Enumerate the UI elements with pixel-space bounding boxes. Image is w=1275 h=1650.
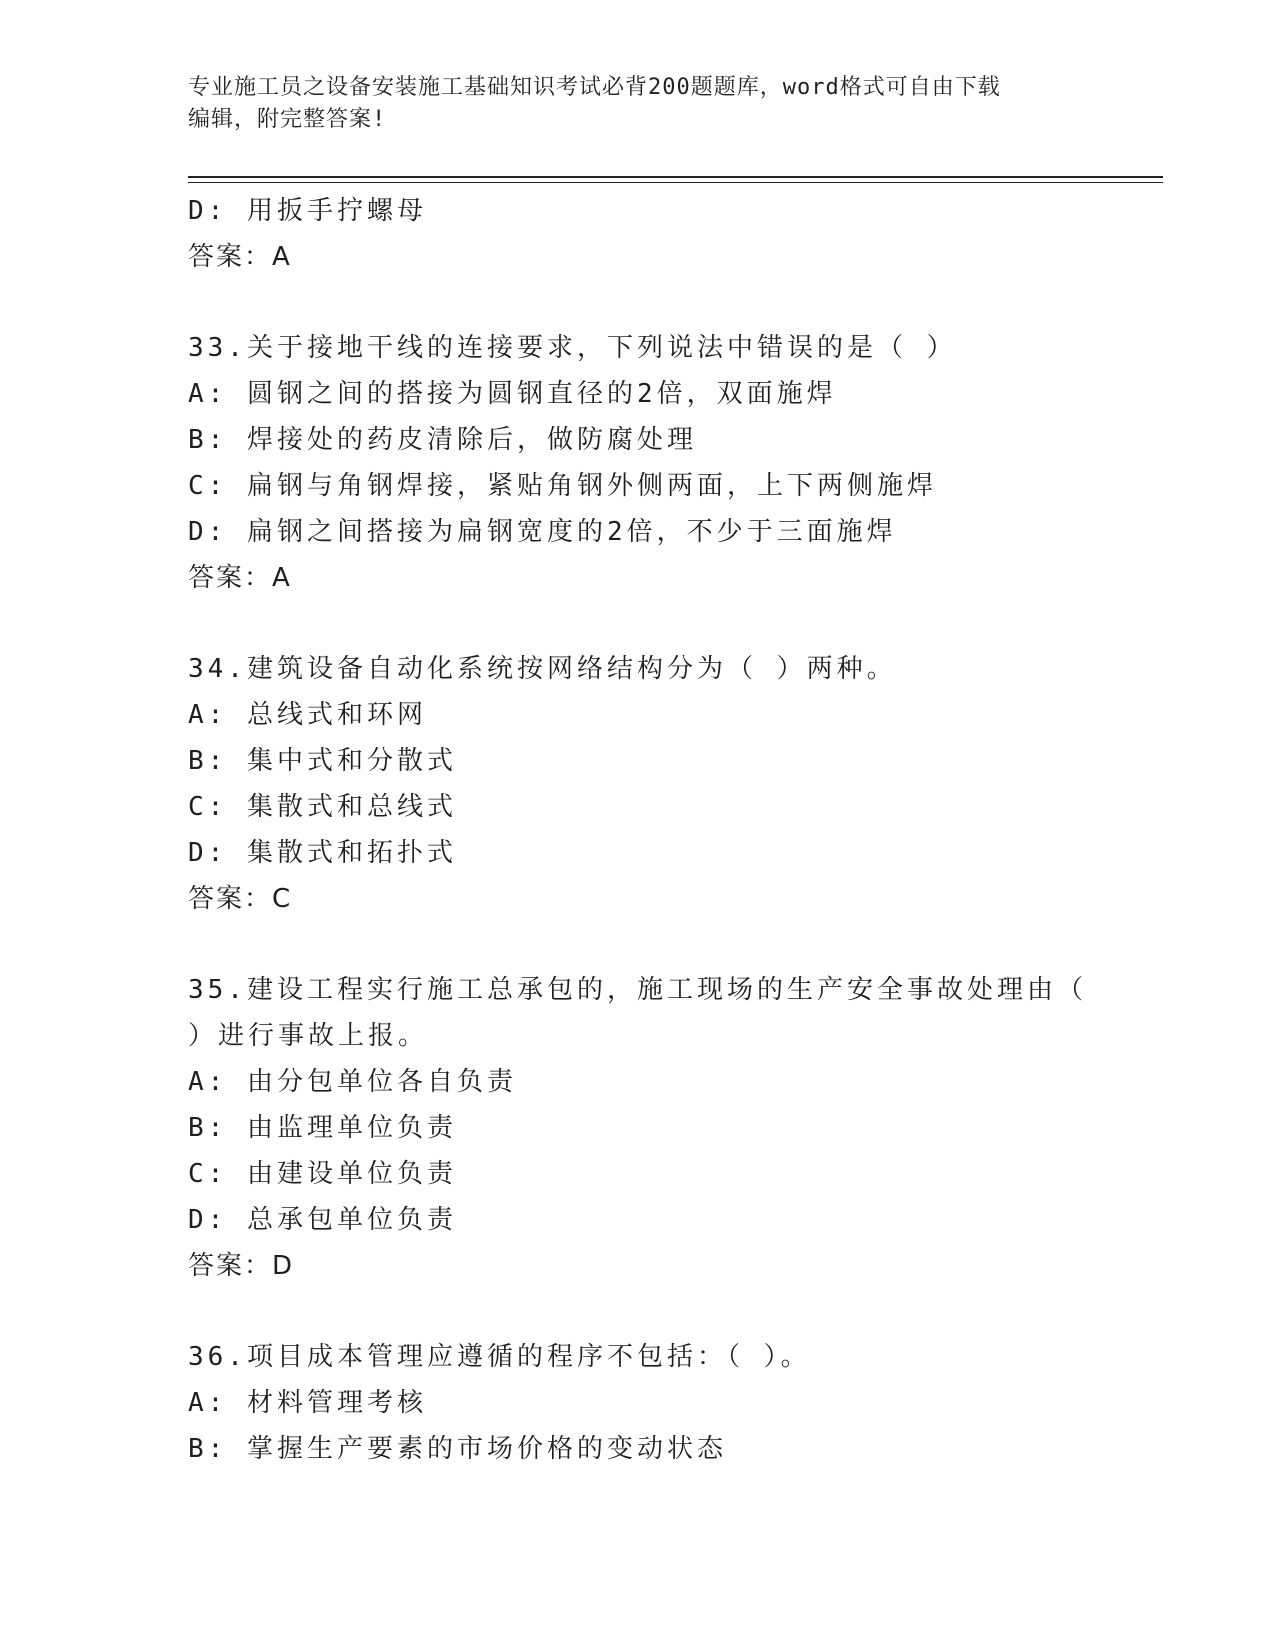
option-a: A: 圆钢之间的搭接为圆钢直径的2倍，双面施焊 (188, 379, 837, 409)
question-stem: 36.项目成本管理应遵循的程序不包括：（ ）。 (188, 1342, 811, 1372)
question-stem-line-1: 35.建设工程实行施工总承包的，施工现场的生产安全事故处理由（ (188, 975, 1087, 1005)
question-stem-line-2: ）进行事故上报。 (188, 1021, 429, 1051)
question-32-tail (188, 188, 1148, 280)
spacer (188, 1289, 1148, 1334)
option-b: B: 集中式和分散式 (188, 746, 457, 776)
question-list (188, 188, 1148, 1472)
option-c: C: 扁钢与角钢焊接，紧贴角钢外侧两面，上下两侧施焊 (188, 471, 937, 501)
question-stem: 34.建筑设备自动化系统按网络结构分为（ ）两种。 (188, 654, 897, 684)
option-d: D: 扁钢之间搭接为扁钢宽度的2倍，不少于三面施焊 (188, 517, 897, 547)
spacer (188, 601, 1148, 646)
question-34 (188, 646, 1148, 922)
option-d: D: 总承包单位负责 (188, 1205, 457, 1235)
question-36 (188, 1334, 1148, 1472)
answer-line: 答案：A (188, 563, 292, 593)
answer-line: 答案：C (188, 884, 293, 914)
answer-line: 答案：A (188, 242, 292, 272)
option-a: A: 由分包单位各自负责 (188, 1067, 517, 1097)
spacer (188, 280, 1148, 325)
header-title-line-2: 编辑，附完整答案! (188, 107, 387, 132)
option-b: B: 掌握生产要素的市场价格的变动状态 (188, 1434, 727, 1464)
option-a: A: 总线式和环网 (188, 700, 427, 730)
answer-line: 答案：D (188, 1251, 295, 1281)
option-b: B: 由监理单位负责 (188, 1113, 457, 1143)
question-33 (188, 325, 1148, 601)
header-divider-thin (188, 182, 1163, 183)
option-c: C: 集散式和总线式 (188, 792, 457, 822)
option-b: B: 焊接处的药皮清除后，做防腐处理 (188, 425, 697, 455)
option-d: D: 集散式和拓扑式 (188, 838, 457, 868)
header-divider-thick (188, 176, 1163, 178)
question-35 (188, 967, 1148, 1289)
header-title-line-1: 专业施工员之设备安装施工基础知识考试必背200题题库，word格式可自由下载 (188, 75, 1001, 100)
document-header (188, 72, 1088, 136)
option-d: D: 用扳手拧螺母 (188, 196, 427, 226)
option-a: A: 材料管理考核 (188, 1388, 427, 1418)
option-c: C: 由建设单位负责 (188, 1159, 457, 1189)
spacer (188, 922, 1148, 967)
question-stem: 33.关于接地干线的连接要求，下列说法中错误的是（ ） (188, 333, 957, 363)
